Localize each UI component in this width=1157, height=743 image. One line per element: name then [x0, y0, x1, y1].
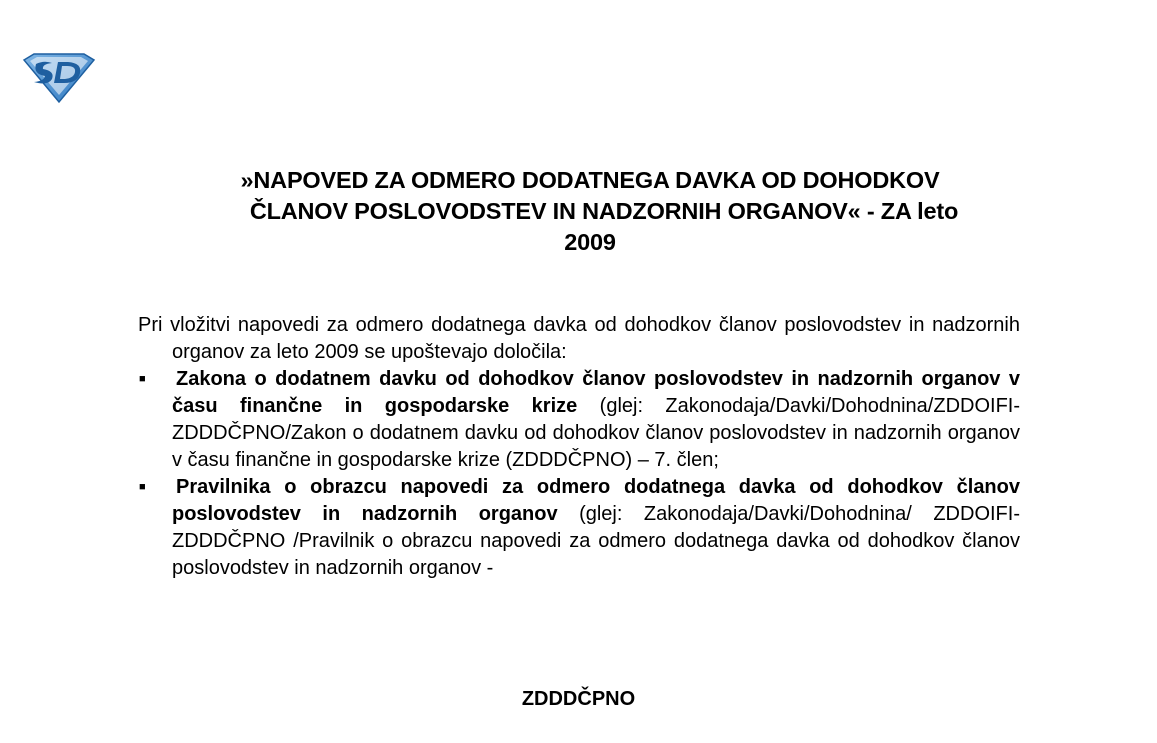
bullet-square-icon: ■ — [139, 481, 146, 493]
section-heading-text: ZDDDČPNO — [521, 688, 636, 710]
list-item — [138, 366, 1020, 474]
bullet-act-name: Pravilnika o obrazcu napovedi za odmero dodatnega davka od dohodkov članov poslovodstev in nadzornih organov — [172, 476, 1020, 525]
intro-paragraph: Pri vložitvi napovedi za odmero dodatnega davka od dohodkov članov poslovodstev in nadzornih organov za leto 2009 se upoštevajo določila: — [138, 314, 1020, 363]
list-item — [138, 474, 1020, 582]
sd-shield-logo — [22, 52, 96, 104]
bullet-act-name: Zakona o dodatnem davku od dohodkov članov poslovodstev in nadzornih organov v času finančne in gospodarske krize — [172, 368, 1020, 417]
section-heading — [0, 686, 1157, 713]
regulations-list — [138, 366, 1020, 582]
bullet-square-icon: ■ — [139, 373, 146, 385]
document-body — [138, 312, 1020, 582]
title-line-2: ČLANOV POSLOVODSTEV IN NADZORNIH ORGANOV« - ZA leto — [249, 198, 959, 224]
title-line-1: »NAPOVED ZA ODMERO DODATNEGA DAVKA OD DOHODKOV — [240, 167, 940, 193]
document-title — [150, 165, 1030, 258]
bullet-reference: (glej: Zakonodaja/Davki/Dohodnina/ZDDOIFI-ZDDDČPNO/Zakon o dodatnem davku od dohodkov članov poslovodstev in nadzornih organov v času finančne in gospodarske krize (ZDDDČPNO) – 7. člen; — [172, 395, 1021, 471]
title-line-3: 2009 — [564, 229, 616, 255]
bullet-reference: (glej: Zakonodaja/Davki/Dohodnina/ ZDDOIFI-ZDDDČPNO /Pravilnik o obrazcu napovedi za odmero dodatnega davka od dohodkov članov poslovodstev in nadzornih organov - — [172, 503, 1020, 579]
